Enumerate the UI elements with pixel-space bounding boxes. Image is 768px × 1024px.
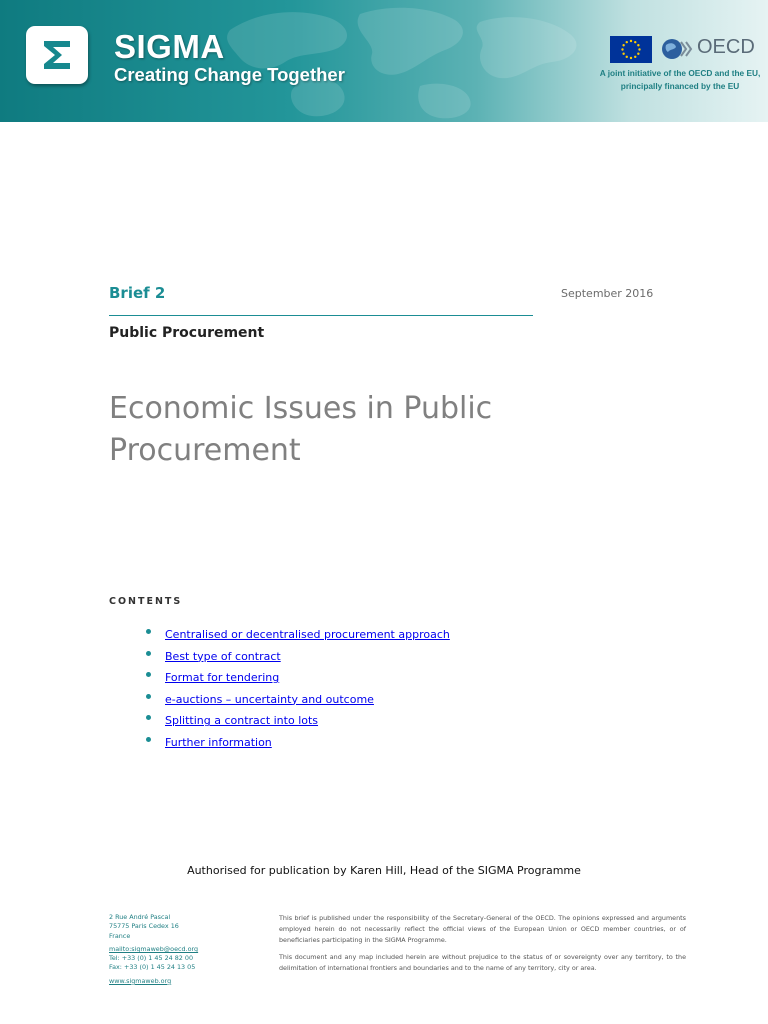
eu-star-icon: [630, 40, 632, 42]
eu-star-icon: [626, 56, 628, 58]
eu-star-icon: [622, 53, 624, 55]
bullet-icon: [146, 672, 151, 677]
bullet-icon: [146, 737, 151, 742]
toc-link-e-auctions[interactable]: e-auctions – uncertainty and outcome: [165, 692, 374, 706]
disclaimer-paragraph-2: This document and any map included herein are without prejudice to the status of or sovereignty over any territory, to the delimitation of international frontiers and boundaries and to the name of any territory, city or area.: [279, 953, 686, 972]
brand-name: SIGMA: [114, 28, 225, 65]
bullet-icon: [146, 629, 151, 634]
toc-item: [146, 732, 450, 754]
contents-heading: CONTENTS: [109, 596, 183, 607]
address-street: 2 Rue André Pascal: [109, 913, 171, 921]
oecd-globe-icon: [661, 37, 695, 61]
address-country: France: [109, 931, 131, 940]
telephone: Tel: +33 (0) 1 45 24 82 00: [109, 954, 194, 963]
document-title: Economic Issues in Public Procurement: [109, 391, 493, 468]
email-link[interactable]: mailto:sigmaweb@oecd.org: [109, 944, 199, 953]
toc-link-centralised[interactable]: Centralised or decentralised procurement approach: [165, 628, 450, 641]
joint-line-2: principally financed by the EU: [620, 81, 740, 91]
joint-line-1: A joint initiative of the OECD and the EU,: [599, 68, 761, 78]
toc-link-contract-type[interactable]: Best type of contract: [165, 649, 281, 663]
toc-link-lots[interactable]: Splitting a contract into lots: [165, 714, 319, 728]
table-of-contents: [146, 624, 450, 754]
eu-star-icon: [621, 48, 623, 50]
toc-link-tendering[interactable]: Format for tendering: [165, 671, 280, 685]
address-block: [109, 913, 259, 986]
joint-initiative-text: [598, 67, 762, 93]
address-city: 75775 Paris Cedex 16: [109, 922, 179, 931]
eu-star-icon: [622, 44, 624, 46]
brief-date: September 2016: [561, 287, 654, 300]
toc-item: [146, 689, 450, 711]
brand-tagline: Creating Change Together: [114, 64, 345, 85]
sigma-logo-icon: [26, 26, 88, 84]
eu-star-icon: [637, 53, 639, 55]
eu-star-icon: [637, 44, 639, 46]
eu-star-icon: [630, 57, 632, 59]
toc-link-further-info[interactable]: Further information: [165, 735, 272, 749]
toc-item: [146, 667, 450, 689]
divider: [109, 315, 533, 316]
brief-label: Brief 2: [109, 284, 166, 302]
website-link[interactable]: www.sigmaweb.org: [109, 976, 172, 985]
oecd-logo-text: OECD: [697, 36, 755, 58]
disclaimer: [279, 913, 686, 980]
eu-star-icon: [626, 41, 628, 43]
header-banner: [0, 0, 768, 122]
toc-item: [146, 646, 450, 668]
fax: Fax: +33 (0) 1 45 24 13 05: [109, 963, 196, 972]
eu-flag-icon: [610, 36, 652, 63]
toc-item: [146, 710, 450, 732]
sigma-logo: [26, 26, 88, 84]
toc-item: [146, 624, 450, 646]
bullet-icon: [146, 694, 151, 699]
bullet-icon: [146, 715, 151, 720]
eu-star-icon: [638, 48, 640, 50]
topic-heading: Public Procurement: [109, 325, 265, 341]
eu-star-icon: [634, 56, 636, 58]
bullet-icon: [146, 651, 151, 656]
eu-star-icon: [634, 41, 636, 43]
disclaimer-paragraph-1: This brief is published under the responsibility of the Secretary-General of the OECD. The opinions expressed and arguments employed herein do not necessarily reflect the official views of the European Union or OECD member countries, or of beneficiaries participating in the SIGMA Programme.: [279, 914, 686, 944]
authorisation-note: Authorised for publication by Karen Hill, Head of the SIGMA Programme: [187, 864, 581, 877]
